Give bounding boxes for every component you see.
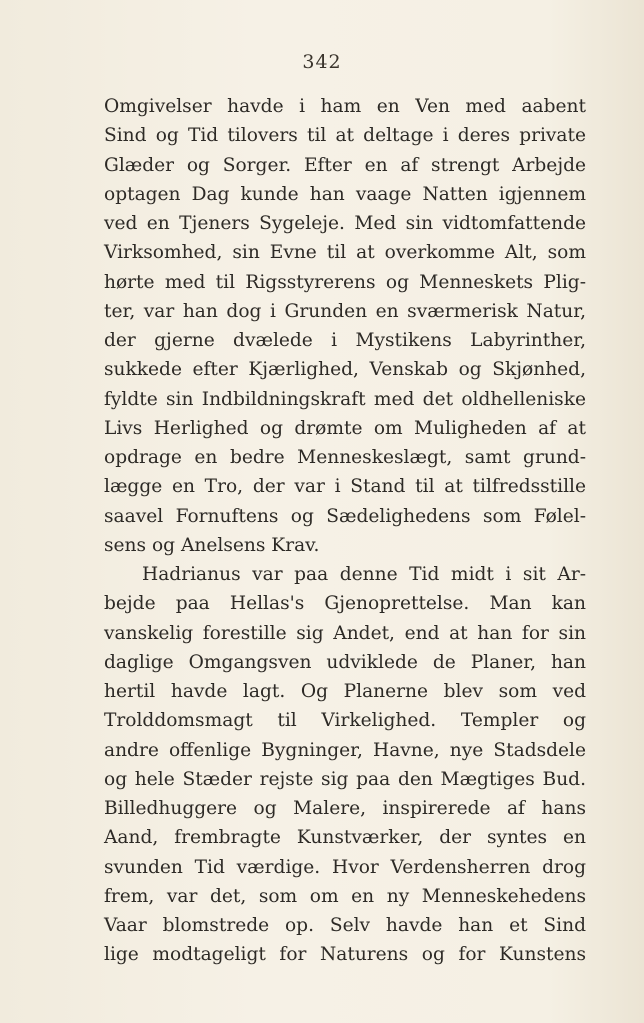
text-line: Glæder og Sorger. Efter en af strengt Arbejde [104,154,586,176]
text-line: Trolddomsmagt til Virkelighed. Templer og [104,710,586,732]
text-line: Hadrianus var paa denne Tid midt i sit Ar- [142,564,586,585]
text-line: Omgivelser havde i ham en Ven med aabent [104,96,586,117]
text-line: Billedhuggere og Malere, inspirerede af hans [104,798,586,819]
text-line: opdrage en bedre Menneskeslægt, samt grund- [104,447,586,468]
text-line: Sind og Tid tilovers til at deltage i deres private [104,125,586,147]
text-line: Livs Herlighed og drømte om Muligheden af at [104,417,586,439]
text-line: sukkede efter Kjærlighed, Venskab og Skjønhed, [104,359,586,381]
paragraph [104,92,586,560]
text-line: bejde paa Hellas's Gjenoprettelse. Man kan [104,593,586,615]
text-line: saavel Fornuftens og Sædelighedens som Følel- [104,505,586,527]
text-line: lægge en Tro, der var i Stand til at tilfredsstille [104,476,586,498]
text-line: frem, var det, som om en ny Menneskehedens [104,885,586,907]
text-line: hørte med til Rigsstyrerens og Menneskets Plig- [104,271,586,293]
text-line: svunden Tid værdige. Hvor Verdensherren drog [104,856,586,878]
paragraph [104,560,586,970]
text-line: lige modtageligt for Naturens og for Kunstens [104,944,586,966]
text-line: hertil havde lagt. Og Planerne blev som ved [104,681,586,702]
body-text [104,92,586,970]
text-line: Virksomhed, sin Evne til at overkomme Alt, som [104,242,586,264]
text-line: fyldte sin Indbildningskraft med det oldhelleniske [104,388,586,410]
text-line: og hele Stæder rejste sig paa den Mægtiges Bud. [104,768,586,790]
text-line: ter, var han dog i Grunden en sværmerisk Natur, [104,300,586,322]
text-line: Aand, frembragte Kunstværker, der syntes en [104,827,586,849]
text-line: vanskelig forestille sig Andet, end at han for sin [104,622,586,644]
text-line: der gjerne dvælede i Mystikens Labyrinther, [104,330,586,351]
page-number: 342 [302,51,342,73]
text-line: andre offenlige Bygninger, Havne, nye Stadsdele [104,739,586,761]
text-line: Vaar blomstrede op. Selv havde han et Sind [104,915,586,936]
text-line: optagen Dag kunde han vaage Natten igjennem [104,183,586,205]
text-line: ved en Tjeners Sygeleje. Med sin vidtomfattende [104,213,586,234]
text-line: daglige Omgangsven udviklede de Planer, han [104,651,586,673]
text-line: sens og Anelsens Krav. [104,534,320,556]
